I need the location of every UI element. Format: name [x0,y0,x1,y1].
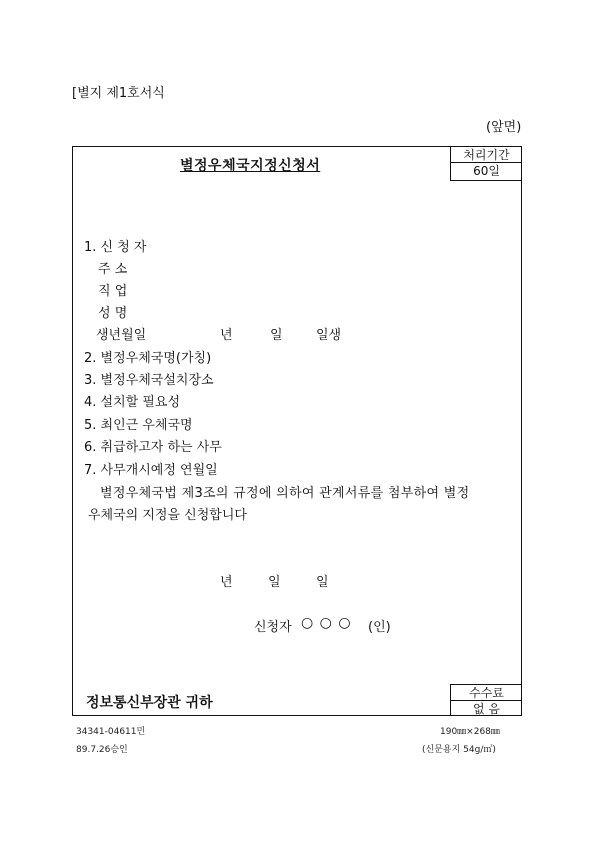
paper-size: 190㎜×268㎜ [440,727,500,737]
signature-marks: ○ ○ ○ [301,615,352,631]
document-title: 별정우체국지정신청서 [180,158,321,174]
address-label: 주 소 [98,262,128,277]
birth-month-label: 일 [270,328,283,343]
fee-label: 수수료 [469,686,504,700]
form-number-label: [별지 제1호서식 [72,86,165,101]
date-day-label: 일 [316,575,329,590]
name-label: 성 명 [98,306,128,321]
date-year-label: 년 [220,575,233,590]
occupation-label: 직 업 [98,284,128,299]
body-text-line-2: 우체국의 지정을 신청합니다 [88,508,247,523]
fee-value: 없 음 [473,702,500,716]
office-name-item: 2. 별정우체국명(가칭) [84,351,212,366]
processing-period-value: 60일 [473,164,500,178]
necessity-item: 4. 설치할 필요성 [84,395,181,410]
approval-date: 89.7.26승인 [76,745,128,755]
birth-year-label: 년 [220,328,233,343]
applicant-heading: 1. 신 청 자 [84,240,147,255]
form-code: 34341-04611민 [76,727,146,737]
processing-period-label: 처리기간 [463,148,510,162]
date-month-label: 일 [268,575,281,590]
front-side-label: (앞면) [486,120,522,135]
applicant-signature-label: 신청자 [254,620,292,635]
start-date-item: 7. 사무개시예정 연월일 [84,463,218,478]
fee-box [450,684,522,716]
services-item: 6. 취급하고자 하는 사무 [84,440,222,455]
paper-spec: (신문용지 54g/㎡) [422,745,496,755]
addressee: 정보통신부장관 귀하 [86,695,213,711]
birth-date-label: 생년월일 [96,328,147,343]
seal-label: (인) [368,620,391,635]
body-text-line-1: 별정우체국법 제3조의 규정에 의하여 관계서류를 첨부하여 별정 [100,486,470,501]
location-item: 3. 별정우체국설치장소 [84,373,214,388]
birth-day-label: 일생 [316,328,342,343]
nearest-office-item: 5. 최인근 우체국명 [84,418,193,433]
processing-period-box [450,146,522,181]
